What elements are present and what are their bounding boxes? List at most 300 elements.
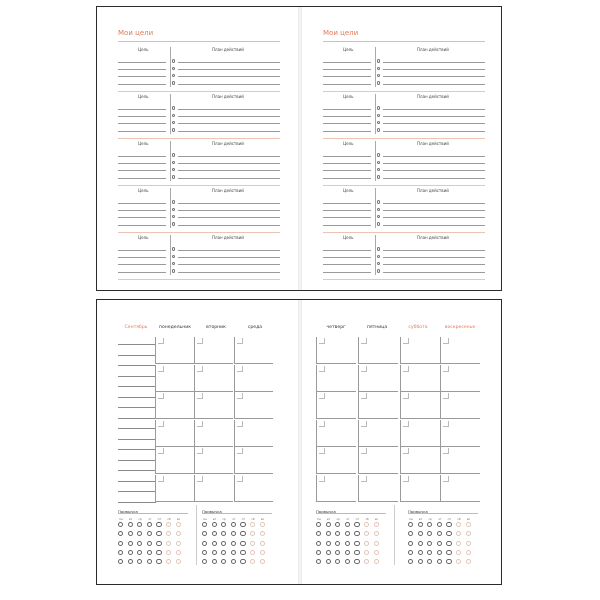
goal-divider: [375, 141, 376, 181]
habit-circle-icon: [345, 559, 350, 564]
habit-circle-icon: [418, 541, 423, 546]
weekday-label: пт: [241, 517, 246, 521]
weekday-label: ср: [428, 517, 432, 521]
date-box: [403, 448, 409, 454]
goal-line: [323, 131, 371, 132]
plan-line: [383, 203, 485, 204]
habit-circle-icon: [176, 559, 181, 564]
plan-line: [178, 272, 280, 273]
week-note-line: [118, 386, 156, 387]
habit-circle-icon: [326, 541, 331, 546]
goal-line: [323, 116, 371, 117]
calendar-day-cell: [316, 475, 356, 502]
calendar-day-cell: [440, 337, 480, 364]
checkbox-circle-icon: [377, 121, 381, 125]
habit-circle-icon: [374, 559, 379, 564]
plan-label: План действий: [417, 235, 449, 240]
goal-line: [323, 272, 371, 273]
calendar-day-cell: [194, 365, 233, 392]
calendar-day-cell: [440, 420, 480, 447]
habit-circle-icon: [221, 559, 226, 564]
plan-line: [383, 84, 485, 85]
plan-label: План действий: [417, 47, 449, 52]
date-box: [319, 421, 325, 427]
habit-circle-icon: [335, 522, 340, 527]
checkbox-circle-icon: [172, 175, 176, 179]
calendar-page-right: [302, 300, 503, 584]
date-box: [403, 366, 409, 372]
calendar-day-cell: [358, 420, 398, 447]
date-box: [237, 393, 243, 399]
week-note-line: [118, 491, 156, 492]
calendar-day-cell: [194, 392, 233, 419]
plan-line: [383, 257, 485, 258]
goal-line: [118, 69, 166, 70]
checkbox-circle-icon: [377, 222, 381, 226]
calendar-day-cell: [155, 420, 194, 447]
habit-circle-icon: [345, 550, 350, 555]
habit-circle-icon: [408, 550, 413, 555]
weekday-label: вт: [128, 517, 133, 521]
calendar-day-cell: [316, 447, 356, 474]
date-box: [158, 476, 164, 482]
checkbox-circle-icon: [172, 255, 176, 259]
block-separator: [118, 185, 280, 186]
goal-label: Цель: [343, 94, 354, 99]
habit-circle-icon: [176, 531, 181, 536]
habit-circle-icon: [231, 541, 236, 546]
calendar-day-cell: [400, 365, 440, 392]
day-header: понедельник: [158, 325, 192, 330]
date-box: [197, 393, 203, 399]
habit-circle-icon: [250, 522, 255, 527]
habit-circle-icon: [147, 531, 152, 536]
plan-line: [178, 264, 280, 265]
date-box: [237, 448, 243, 454]
goal-label: Цель: [138, 94, 149, 99]
plan-label: План действий: [212, 94, 244, 99]
habit-title: Привычка: [408, 509, 428, 514]
habit-circle-icon: [418, 550, 423, 555]
date-box: [197, 366, 203, 372]
week-note-line: [118, 449, 156, 450]
goals-page-right: [302, 7, 503, 290]
habit-title: Привычка: [118, 509, 138, 514]
goal-block: [323, 141, 485, 185]
calendar-day-cell: [194, 337, 233, 364]
habit-circle-icon: [345, 541, 350, 546]
habit-circle-icon: [137, 541, 142, 546]
checkbox-circle-icon: [377, 128, 381, 132]
goal-divider: [375, 47, 376, 87]
habit-circle-icon: [456, 531, 461, 536]
habit-circle-icon: [231, 531, 236, 536]
checkbox-circle-icon: [172, 153, 176, 157]
week-note-line: [118, 344, 156, 345]
calendar-day-cell: [358, 392, 398, 419]
habit-circle-icon: [446, 531, 451, 536]
day-header: четверг: [326, 325, 346, 330]
habit-circle-icon: [260, 522, 265, 527]
day-header: суббота: [408, 325, 428, 330]
calendar-day-cell: [316, 420, 356, 447]
plan-line: [178, 131, 280, 132]
habit-circle-icon: [466, 522, 471, 527]
habit-circle-icon: [335, 541, 340, 546]
goal-line: [118, 272, 166, 273]
habit-circle-icon: [118, 559, 123, 564]
calendar-day-cell: [358, 365, 398, 392]
plan-label: План действий: [417, 94, 449, 99]
block-separator: [118, 279, 280, 280]
plan-label: План действий: [212, 188, 244, 193]
goal-divider: [375, 235, 376, 275]
habit-circle-icon: [466, 559, 471, 564]
habit-circle-icon: [354, 559, 359, 564]
checkbox-circle-icon: [377, 67, 381, 71]
goal-line: [118, 225, 166, 226]
habit-circle-icon: [118, 541, 123, 546]
date-box: [443, 421, 449, 427]
habit-circle-icon: [202, 550, 207, 555]
checkbox-circle-icon: [172, 262, 176, 266]
date-box: [403, 338, 409, 344]
calendar-day-cell: [440, 447, 480, 474]
goal-divider: [170, 141, 171, 181]
habit-circle-icon: [466, 531, 471, 536]
habit-circle-icon: [212, 559, 217, 564]
calendar-day-cell: [194, 475, 233, 502]
habit-circle-icon: [137, 550, 142, 555]
habit-circle-icon: [364, 550, 369, 555]
date-box: [237, 421, 243, 427]
habit-circle-icon: [166, 541, 171, 546]
habit-circle-icon: [128, 559, 133, 564]
checkbox-circle-icon: [377, 175, 381, 179]
habit-circle-icon: [166, 531, 171, 536]
habit-circle-icon: [408, 522, 413, 527]
habit-circle-icon: [118, 531, 123, 536]
habit-circle-icon: [418, 531, 423, 536]
weekday-label: вс: [467, 517, 471, 521]
habit-circle-icon: [176, 541, 181, 546]
checkbox-circle-icon: [172, 128, 176, 132]
habit-circle-icon: [240, 559, 245, 564]
habit-circle-icon: [437, 550, 442, 555]
plan-line: [383, 178, 485, 179]
habit-circle-icon: [427, 559, 432, 564]
goal-block: [118, 47, 280, 91]
habit-circle-icon: [231, 522, 236, 527]
plan-line: [178, 69, 280, 70]
block-separator: [323, 232, 485, 233]
habit-circle-icon: [374, 550, 379, 555]
date-box: [361, 338, 367, 344]
plan-line: [383, 76, 485, 77]
weekday-label: чт: [232, 517, 236, 521]
plan-label: План действий: [212, 47, 244, 52]
habit-circle-icon: [345, 531, 350, 536]
goal-line: [118, 178, 166, 179]
calendar-day-cell: [440, 392, 480, 419]
habit-circle-icon: [128, 522, 133, 527]
week-note-line: [118, 439, 156, 440]
checkbox-circle-icon: [377, 262, 381, 266]
day-header: Сентябрь: [124, 325, 148, 330]
habit-circle-icon: [364, 559, 369, 564]
goal-line: [323, 210, 371, 211]
habit-circle-icon: [202, 522, 207, 527]
goal-block: [118, 141, 280, 185]
date-box: [361, 366, 367, 372]
weekday-label: пт: [447, 517, 452, 521]
weekday-label: вс: [375, 517, 379, 521]
habit-circle-icon: [316, 559, 321, 564]
calendar-day-cell: [155, 365, 194, 392]
habit-circle-icon: [326, 550, 331, 555]
habit-circle-icon: [456, 522, 461, 527]
habit-circle-icon: [156, 531, 161, 536]
habit-circle-icon: [456, 541, 461, 546]
habit-circle-icon: [354, 522, 359, 527]
title-underline: [118, 41, 280, 42]
habit-circle-icon: [335, 550, 340, 555]
checkbox-circle-icon: [172, 67, 176, 71]
goal-line: [323, 250, 371, 251]
date-box: [443, 366, 449, 372]
goal-label: Цель: [138, 188, 149, 193]
weekday-label: вс: [177, 517, 181, 521]
goal-line: [323, 257, 371, 258]
habit-circle-icon: [128, 541, 133, 546]
calendar-day-cell: [194, 420, 233, 447]
habit-circle-icon: [374, 522, 379, 527]
goal-line: [323, 178, 371, 179]
habit-circle-icon: [354, 541, 359, 546]
habit-circle-icon: [221, 541, 226, 546]
goal-divider: [375, 94, 376, 134]
habit-title: Привычка: [316, 509, 336, 514]
weekday-label: чт: [148, 517, 152, 521]
habit-circle-icon: [128, 531, 133, 536]
calendar-day-cell: [400, 420, 440, 447]
calendar-day-cell: [234, 475, 273, 502]
plan-line: [178, 156, 280, 157]
habit-circle-icon: [456, 559, 461, 564]
calendar-day-cell: [234, 337, 273, 364]
date-box: [319, 476, 325, 482]
habit-circle-icon: [374, 531, 379, 536]
goals-title: Мои цели: [323, 29, 359, 37]
habit-circle-icon: [250, 531, 255, 536]
block-separator: [118, 91, 280, 92]
weekday-label: вт: [326, 517, 331, 521]
calendar-day-cell: [358, 447, 398, 474]
goal-line: [323, 156, 371, 157]
date-box: [443, 338, 449, 344]
week-note-line: [118, 470, 156, 471]
plan-line: [383, 217, 485, 218]
habit-circle-icon: [156, 541, 161, 546]
goal-line: [118, 131, 166, 132]
habit-circle-icon: [212, 531, 217, 536]
habit-circle-icon: [427, 550, 432, 555]
checkbox-circle-icon: [377, 215, 381, 219]
habit-underline: [316, 513, 386, 514]
goal-line: [118, 250, 166, 251]
habit-title: Привычка: [202, 509, 222, 514]
plan-line: [383, 156, 485, 157]
goal-label: Цель: [138, 235, 149, 240]
date-box: [158, 393, 164, 399]
weekday-label: пн: [119, 517, 123, 521]
goal-block: [323, 188, 485, 232]
habit-circle-icon: [408, 559, 413, 564]
checkbox-circle-icon: [172, 269, 176, 273]
goal-line: [118, 217, 166, 218]
plan-line: [178, 210, 280, 211]
date-box: [158, 421, 164, 427]
habit-circle-icon: [156, 522, 161, 527]
date-box: [197, 448, 203, 454]
habit-underline: [118, 513, 188, 514]
calendar-day-cell: [316, 392, 356, 419]
week-note-line: [118, 376, 156, 377]
weekday-label: чт: [346, 517, 350, 521]
checkbox-circle-icon: [172, 222, 176, 226]
week-note-line: [118, 355, 156, 356]
goal-block: [118, 235, 280, 279]
habit-circle-icon: [240, 522, 245, 527]
habit-circle-icon: [212, 541, 217, 546]
habit-circle-icon: [240, 531, 245, 536]
habit-circle-icon: [446, 522, 451, 527]
habit-circle-icon: [231, 550, 236, 555]
checkbox-circle-icon: [377, 200, 381, 204]
goal-line: [118, 163, 166, 164]
date-box: [237, 476, 243, 482]
habit-circle-icon: [176, 522, 181, 527]
weekday-label: сб: [457, 517, 461, 521]
goal-divider: [170, 47, 171, 87]
plan-line: [178, 76, 280, 77]
checkbox-circle-icon: [172, 121, 176, 125]
goal-divider: [375, 188, 376, 228]
habit-circle-icon: [446, 550, 451, 555]
date-box: [319, 338, 325, 344]
habit-circle-icon: [250, 559, 255, 564]
goal-label: Цель: [343, 188, 354, 193]
block-separator: [323, 185, 485, 186]
weekday-label: вт: [418, 517, 423, 521]
habit-circle-icon: [364, 531, 369, 536]
goal-label: Цель: [343, 47, 354, 52]
habit-circle-icon: [147, 559, 152, 564]
weekday-label: сб: [251, 517, 255, 521]
habit-circle-icon: [316, 531, 321, 536]
habit-circle-icon: [427, 531, 432, 536]
habit-circle-icon: [240, 550, 245, 555]
week-note-line: [118, 481, 156, 482]
weekday-label: пт: [355, 517, 360, 521]
weekday-label: чт: [438, 517, 442, 521]
goals-spread: [96, 6, 502, 291]
goal-label: Цель: [343, 235, 354, 240]
calendar-day-cell: [155, 475, 194, 502]
habit-circle-icon: [166, 522, 171, 527]
checkbox-circle-icon: [377, 106, 381, 110]
date-box: [319, 366, 325, 372]
week-note-line: [118, 418, 156, 419]
habit-circle-icon: [418, 559, 423, 564]
goal-line: [323, 62, 371, 63]
calendar-day-cell: [234, 420, 273, 447]
habit-circle-icon: [316, 541, 321, 546]
goal-label: Цель: [138, 47, 149, 52]
checkbox-circle-icon: [377, 81, 381, 85]
plan-label: План действий: [212, 235, 244, 240]
habit-circle-icon: [326, 559, 331, 564]
goal-line: [323, 264, 371, 265]
date-box: [403, 393, 409, 399]
checkbox-circle-icon: [377, 161, 381, 165]
calendar-day-cell: [400, 392, 440, 419]
calendar-day-cell: [400, 337, 440, 364]
habit-circle-icon: [212, 522, 217, 527]
habit-circle-icon: [147, 522, 152, 527]
plan-line: [178, 163, 280, 164]
goal-label: Цель: [138, 141, 149, 146]
goal-line: [118, 264, 166, 265]
goal-line: [118, 62, 166, 63]
date-box: [403, 421, 409, 427]
goals-title: Мои цели: [118, 29, 154, 37]
date-box: [443, 393, 449, 399]
plan-line: [178, 123, 280, 124]
goal-line: [323, 69, 371, 70]
checkbox-circle-icon: [172, 208, 176, 212]
plan-line: [178, 257, 280, 258]
goal-line: [118, 84, 166, 85]
calendar-day-cell: [316, 337, 356, 364]
plan-line: [383, 131, 485, 132]
checkbox-circle-icon: [377, 59, 381, 63]
calendar-day-cell: [155, 447, 194, 474]
plan-line: [178, 109, 280, 110]
weekday-label: ср: [336, 517, 340, 521]
calendar-day-cell: [234, 447, 273, 474]
habit-circle-icon: [335, 559, 340, 564]
goal-block: [323, 47, 485, 91]
date-box: [237, 366, 243, 372]
checkbox-circle-icon: [172, 81, 176, 85]
plan-line: [383, 250, 485, 251]
habit-circle-icon: [466, 541, 471, 546]
goal-line: [323, 170, 371, 171]
calendar-day-cell: [440, 475, 480, 502]
habit-circle-icon: [326, 522, 331, 527]
plan-label: План действий: [417, 141, 449, 146]
date-box: [319, 448, 325, 454]
plan-line: [178, 178, 280, 179]
day-header: пятница: [366, 325, 388, 330]
habit-circle-icon: [240, 541, 245, 546]
week-note-line: [118, 407, 156, 408]
plan-line: [178, 217, 280, 218]
goal-block: [323, 94, 485, 138]
habit-circle-icon: [156, 559, 161, 564]
calendar-spread: [96, 299, 502, 585]
